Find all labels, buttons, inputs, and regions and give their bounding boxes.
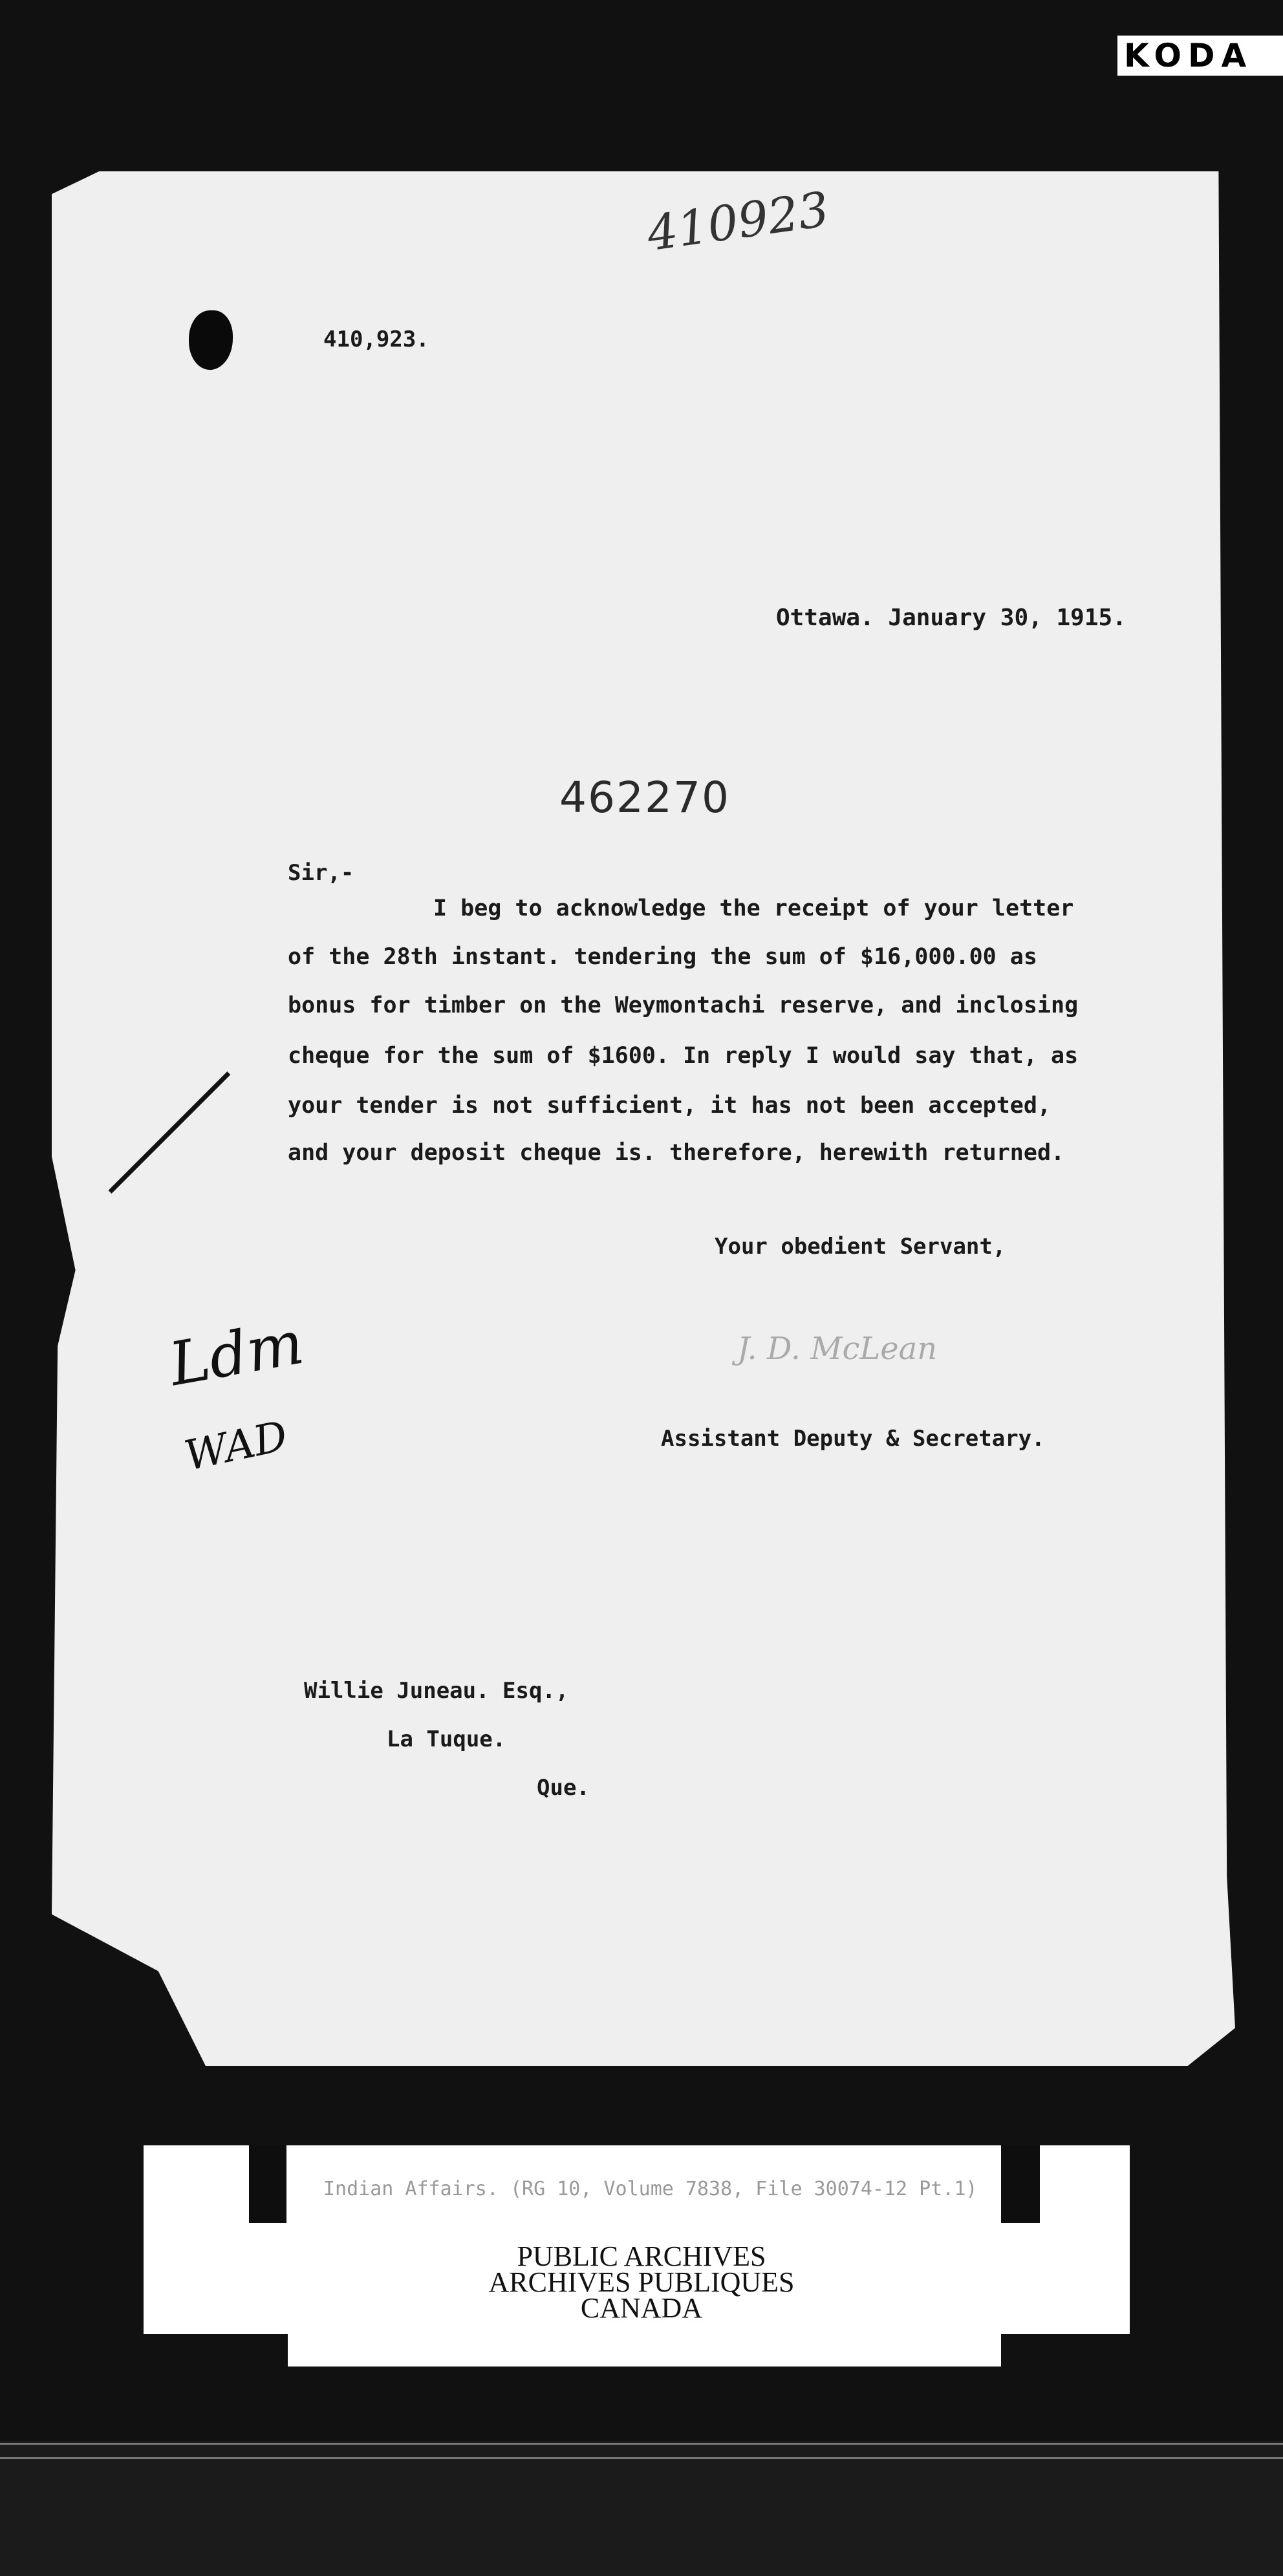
letter-body-line: of the 28th instant. tendering the sum of $16,000.00 as: [288, 944, 1037, 970]
letter-body-line: bonus for timber on the Weymontachi reserve, and inclosing: [288, 993, 1079, 1018]
file-number: 410,923.: [323, 327, 429, 352]
recipient-town: La Tuque.: [387, 1726, 506, 1752]
archive-reference: Indian Affairs. (RG 10, Volume 7838, File 30074-12 Pt.1): [323, 2178, 978, 2200]
film-edge-label: KODA: [1117, 36, 1283, 76]
recipient-name: Willie Juneau. Esq.,: [304, 1678, 569, 1704]
letter-body-line: cheque for the sum of $1600. In reply I would say that, as: [288, 1043, 1079, 1069]
archive-card-tab: [1001, 2145, 1040, 2223]
dateline: Ottawa. January 30, 1915.: [776, 605, 1127, 631]
film-edge-line: [0, 2457, 1283, 2459]
letter-body-line: your tender is not sufficient, it has not been accepted,: [288, 1093, 1051, 1119]
recipient-province: Que.: [537, 1775, 590, 1801]
archive-title-fr: ARCHIVES PUBLIQUES: [488, 2266, 795, 2298]
letter-body-line: I beg to acknowledge the receipt of your letter: [433, 896, 1074, 921]
salutation: Sir,-: [288, 860, 354, 886]
signatory-title: Assistant Deputy & Secretary.: [661, 1426, 1045, 1452]
archive-title-country: CANADA: [580, 2292, 703, 2324]
stamped-number: 462270: [559, 773, 730, 822]
signature-stamp: J. D. McLean: [737, 1331, 938, 1367]
archive-title-en: PUBLIC ARCHIVES: [517, 2240, 766, 2272]
film-strip-bottom: [0, 2441, 1283, 2576]
document-sheet: [52, 171, 1235, 2066]
margin-initials: Ldm: [164, 1307, 308, 1400]
archive-card-tab: [249, 2145, 286, 2223]
handwritten-file-number: 410923: [643, 181, 833, 263]
margin-initials: WAD: [180, 1412, 292, 1481]
letter-body-line: and your deposit cheque is. therefore, herewith returned.: [288, 1140, 1065, 1166]
complimentary-closing: Your obedient Servant,: [715, 1234, 1006, 1260]
film-edge-line: [0, 2443, 1283, 2445]
